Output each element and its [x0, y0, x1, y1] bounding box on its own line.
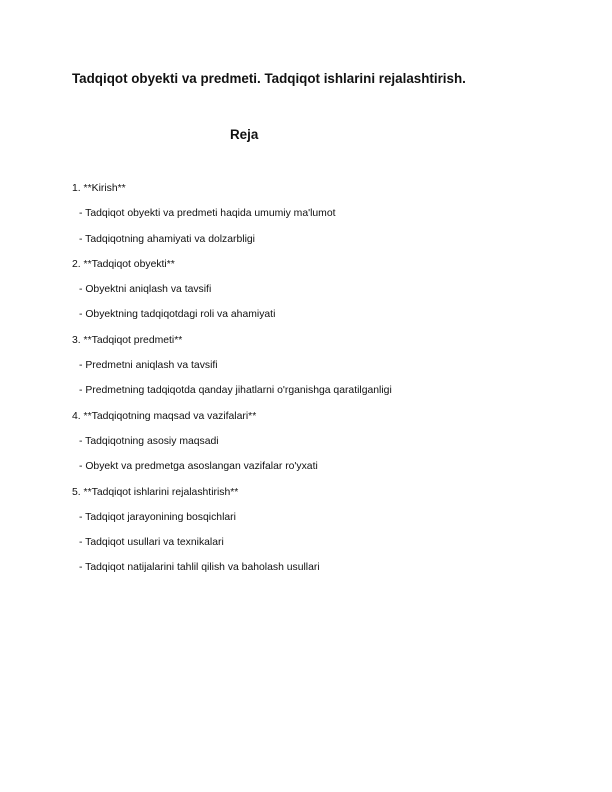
- section-item: - Tadqiqot obyekti va predmeti haqida umumiy ma'lumot: [79, 208, 336, 220]
- section-item: - Predmetni aniqlash va tavsifi: [79, 360, 218, 372]
- document-title: Tadqiqot obyekti va predmeti. Tadqiqot ishlarini rejalashtirish.: [72, 71, 466, 86]
- section-item: - Obyektning tadqiqotdagi roli va ahamiyati: [79, 309, 276, 321]
- section-item: - Tadqiqot natijalarini tahlil qilish va baholash usullari: [79, 562, 320, 574]
- section-item: - Tadqiqotning ahamiyati va dolzarbligi: [79, 233, 255, 245]
- section-item: - Predmetning tadqiqotda qanday jihatlarni o'rganishga qaratilganligi: [79, 385, 392, 397]
- section-item: - Tadqiqot usullari va texnikalari: [79, 537, 224, 549]
- plan-outline: [72, 182, 542, 587]
- section-item: - Tadqiqot jarayonining bosqichlari: [79, 511, 236, 523]
- section-item: - Obyekt va predmetga asoslangan vazifalar ro'yxati: [79, 461, 318, 473]
- section-heading: 3. **Tadqiqot predmeti**: [72, 334, 183, 346]
- section-item: - Obyektni aniqlash va tavsifi: [79, 284, 212, 296]
- section-item: - Tadqiqotning asosiy maqsadi: [79, 435, 219, 447]
- section-heading: 1. **Kirish**: [72, 183, 126, 194]
- section-heading: 5. **Tadqiqot ishlarini rejalashtirish**: [72, 486, 239, 498]
- section-heading: 2. **Tadqiqot obyekti**: [72, 258, 175, 270]
- plan-heading: Reja: [230, 127, 259, 142]
- section-heading: 4. **Tadqiqotning maqsad va vazifalari**: [72, 410, 257, 422]
